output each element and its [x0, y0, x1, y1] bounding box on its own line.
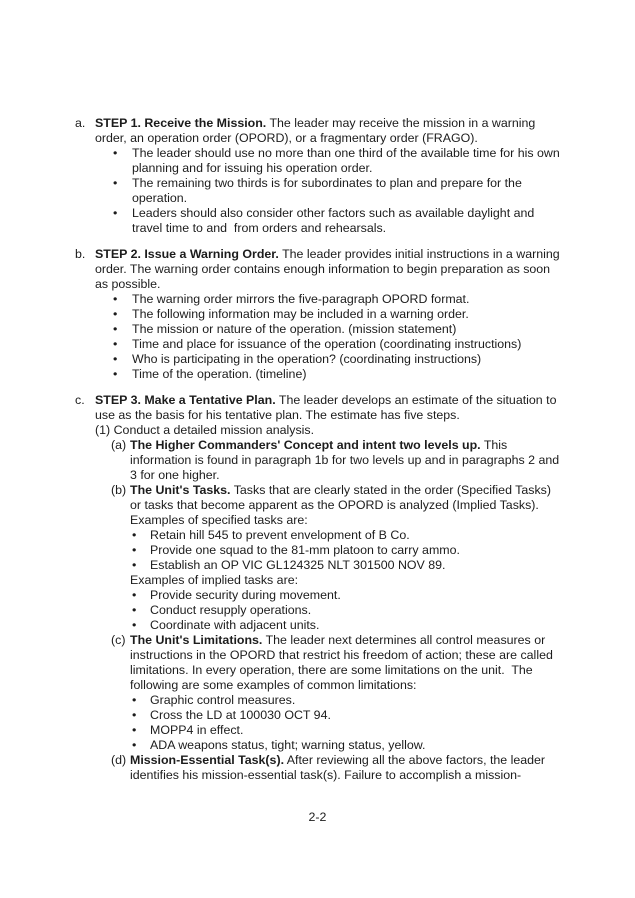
document-body: [75, 116, 565, 783]
bullet-item: [95, 307, 565, 322]
bullet-icon: •: [132, 588, 137, 602]
bullet-item: [130, 723, 565, 738]
section-text: The leader may receive the mission in a warning order, an operation order (OPORD), or a fragmentary order (FRAGO).: [95, 116, 539, 145]
lettered-clause-label: (d): [111, 753, 127, 767]
clause-text: After reviewing all the above factors, the leader identifies his mission-essential task(s). Failure to accomplish a mission-: [130, 753, 549, 782]
section-b: [75, 247, 565, 382]
bullet-icon: •: [132, 543, 137, 557]
bullet-item: [95, 367, 565, 382]
bullet-item: [95, 206, 565, 236]
lettered-clause-content: [130, 483, 565, 633]
clause-text: The leader next determines all control measures or instructions in the OPORD that restrict his freedom of action; these are called limitations. In every operation, there are some limitations on the unit. The following are some examples of common limitations:: [130, 633, 557, 692]
bullet-icon: •: [113, 176, 118, 190]
bullet-icon: •: [132, 693, 137, 707]
bullet-item: [130, 588, 565, 603]
section-heading: STEP 2. Issue a Warning Order.: [95, 247, 279, 261]
sub-bullet-list: [130, 588, 565, 633]
bullet-item: [95, 337, 565, 352]
bullet-item: [95, 292, 565, 307]
bullet-text: The following information may be included in a warning order.: [132, 307, 469, 321]
section-label: c.: [75, 393, 85, 407]
lettered-clause-content: [130, 753, 565, 783]
bullet-item: [130, 708, 565, 723]
numbered-clause: [95, 423, 565, 438]
clause-paragraph: [130, 483, 565, 513]
bullet-text: Establish an OP VIC GL124325 NLT 301500 NOV 89.: [150, 558, 446, 572]
bullet-icon: •: [132, 528, 137, 542]
bullet-icon: •: [132, 723, 137, 737]
section-text: The leader develops an estimate of the situation to use as the basis for his tentative plan. The estimate has five steps.: [95, 393, 560, 422]
bullet-text: Time and place for issuance of the operation (coordinating instructions): [132, 337, 522, 351]
bullet-item: [95, 352, 565, 367]
bullet-item: [95, 146, 565, 176]
lettered-clause-label: (a): [111, 438, 127, 452]
bullet-text: Graphic control measures.: [150, 693, 296, 707]
bullet-item: [130, 693, 565, 708]
section-paragraph: [95, 247, 565, 292]
lettered-clause: [95, 753, 565, 783]
bullet-icon: •: [132, 558, 137, 572]
numbered-clause-text: Conduct a detailed mission analysis.: [113, 423, 315, 437]
bullet-list: [95, 292, 565, 382]
plain-line: Examples of specified tasks are:: [130, 513, 308, 527]
bullet-text: Provide one squad to the 81-mm platoon to carry ammo.: [150, 543, 460, 557]
section-label: b.: [75, 247, 86, 261]
bullet-text: The remaining two thirds is for subordinates to plan and prepare for the operation.: [132, 176, 526, 205]
bullet-text: Time of the operation. (timeline): [132, 367, 307, 381]
numbered-clause-label: (1): [95, 423, 111, 437]
lettered-clause: [95, 438, 565, 483]
lettered-clause-label: (b): [111, 483, 127, 497]
bullet-icon: •: [132, 618, 137, 632]
bullet-item: [95, 176, 565, 206]
bullet-icon: •: [113, 146, 118, 160]
bullet-icon: •: [132, 708, 137, 722]
clause-paragraph: [130, 633, 565, 693]
sub-bullet-list: [130, 528, 565, 573]
section-label: a.: [75, 116, 86, 130]
bullet-text: ADA weapons status, tight; warning status, yellow.: [150, 738, 426, 752]
sub-bullet-list: [130, 693, 565, 753]
bullet-text: The mission or nature of the operation. (mission statement): [132, 322, 457, 336]
section-content: [95, 247, 565, 382]
clause-heading: The Higher Commanders' Concept and intent two levels up.: [130, 438, 481, 452]
bullet-text: MOPP4 in effect.: [150, 723, 244, 737]
bullet-icon: •: [113, 352, 118, 366]
section-heading: STEP 3. Make a Tentative Plan.: [95, 393, 276, 407]
section-content: [95, 116, 565, 236]
bullet-item: [130, 528, 565, 543]
bullet-icon: •: [113, 292, 118, 306]
bullet-text: The leader should use no more than one third of the available time for his own planning and for issuing his operation order.: [132, 146, 564, 175]
bullet-list: [95, 146, 565, 236]
section-content: [95, 393, 565, 783]
section-heading: STEP 1. Receive the Mission.: [95, 116, 267, 130]
bullet-icon: •: [113, 367, 118, 381]
bullet-text: Coordinate with adjacent units.: [150, 618, 320, 632]
plain-line: Examples of implied tasks are:: [130, 573, 299, 587]
bullet-item: [130, 543, 565, 558]
clause-heading: Mission-Essential Task(s).: [130, 753, 285, 767]
bullet-item: [130, 618, 565, 633]
bullet-item: [130, 738, 565, 753]
bullet-text: Who is participating in the operation? (coordinating instructions): [132, 352, 482, 366]
bullet-icon: •: [113, 337, 118, 351]
clause-text: This information is found in paragraph 1b for two levels up and in paragraphs 2 and 3 for one higher.: [130, 438, 563, 482]
page-number: 2-2: [308, 810, 327, 824]
clause-heading: The Unit's Limitations.: [130, 633, 263, 647]
section-paragraph: [95, 393, 565, 423]
bullet-text: Cross the LD at 100030 OCT 94.: [150, 708, 331, 722]
bullet-icon: •: [113, 206, 118, 220]
clause-heading: The Unit's Tasks.: [130, 483, 231, 497]
section-a: [75, 116, 565, 236]
bullet-icon: •: [113, 322, 118, 336]
bullet-item: [95, 322, 565, 337]
bullet-text: Retain hill 545 to prevent envelopment of B Co.: [150, 528, 410, 542]
bullet-icon: •: [132, 603, 137, 617]
bullet-text: Provide security during movement.: [150, 588, 341, 602]
bullet-text: The warning order mirrors the five-paragraph OPORD format.: [132, 292, 470, 306]
bullet-text: Leaders should also consider other factors such as available daylight and travel time to and from orders and rehearsals.: [132, 206, 538, 235]
lettered-clause: [95, 633, 565, 753]
lettered-clause: [95, 483, 565, 633]
bullet-item: [130, 558, 565, 573]
clause-text: Tasks that are clearly stated in the order (Specified Tasks) or tasks that become apparent as the OPORD is analyzed (Implied Tasks).: [130, 483, 555, 512]
lettered-clause-content: [130, 633, 565, 753]
section-paragraph: [95, 116, 565, 146]
section-text: The leader provides initial instructions in a warning order. The warning order contains enough information to begin preparation as soon as possible.: [95, 247, 564, 291]
bullet-text: Conduct resupply operations.: [150, 603, 312, 617]
bullet-item: [130, 603, 565, 618]
bullet-icon: •: [113, 307, 118, 321]
lettered-clause-content: [130, 438, 565, 483]
bullet-icon: •: [132, 738, 137, 752]
lettered-clause-label: (c): [111, 633, 126, 647]
section-c: [75, 393, 565, 783]
clause-paragraph: [130, 753, 565, 783]
clause-paragraph: [130, 438, 565, 483]
